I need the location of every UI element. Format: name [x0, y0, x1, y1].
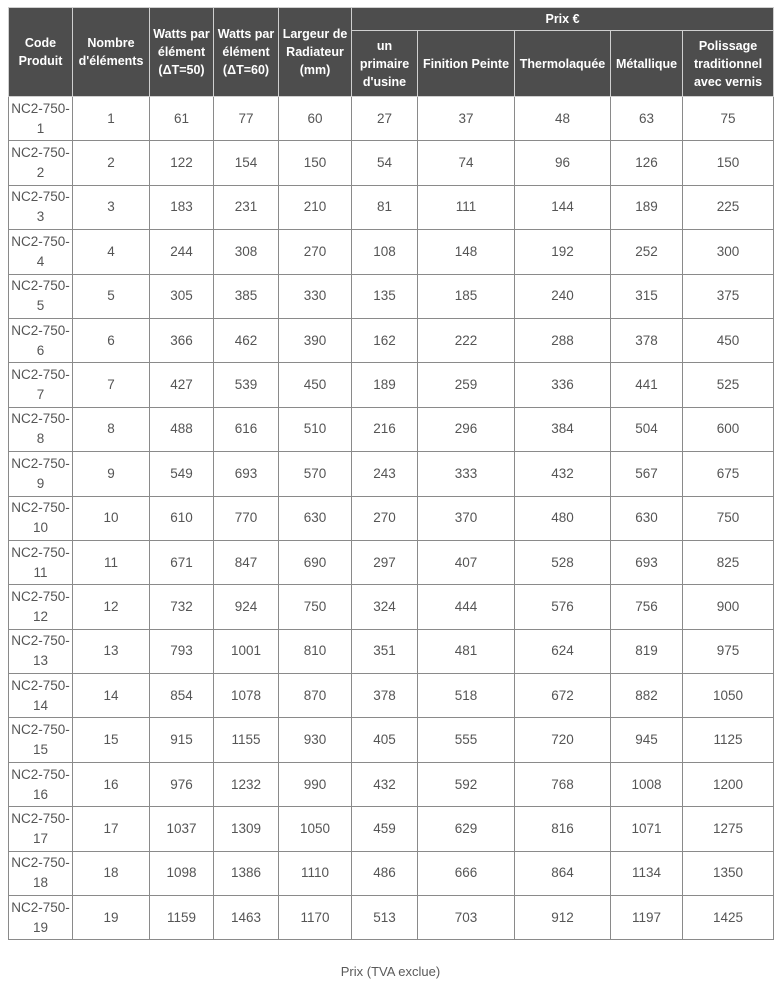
cell-elements: 15 — [73, 718, 150, 762]
cell-largeur: 390 — [279, 318, 352, 362]
cell-watts-dt60: 1232 — [214, 762, 279, 806]
cell-prix-thermo: 432 — [515, 452, 611, 496]
cell-prix-polissage: 900 — [683, 585, 774, 629]
cell-prix-polissage: 300 — [683, 230, 774, 274]
cell-prix-metallique: 1071 — [611, 807, 683, 851]
table-row — [9, 540, 774, 584]
cell-prix-polissage: 750 — [683, 496, 774, 540]
cell-prix-peinte: 407 — [418, 540, 515, 584]
cell-prix-polissage: 450 — [683, 318, 774, 362]
cell-code: NC2-750-17 — [9, 807, 73, 851]
cell-watts-dt50: 732 — [150, 585, 214, 629]
cell-prix-peinte: 666 — [418, 851, 515, 895]
cell-elements: 18 — [73, 851, 150, 895]
cell-watts-dt60: 77 — [214, 97, 279, 141]
cell-prix-metallique: 378 — [611, 318, 683, 362]
table-row — [9, 407, 774, 451]
cell-code: NC2-750-7 — [9, 363, 73, 407]
cell-watts-dt60: 1386 — [214, 851, 279, 895]
cell-largeur: 450 — [279, 363, 352, 407]
cell-prix-primaire: 378 — [352, 674, 418, 718]
cell-elements: 3 — [73, 185, 150, 229]
header-polissage: Polissage traditionnel avec vernis — [683, 31, 774, 97]
cell-prix-peinte: 518 — [418, 674, 515, 718]
header-watts-dt50: Watts par élément (ΔT=50) — [150, 8, 214, 97]
cell-prix-thermo: 48 — [515, 97, 611, 141]
cell-watts-dt60: 1463 — [214, 896, 279, 940]
cell-prix-primaire: 405 — [352, 718, 418, 762]
table-row — [9, 363, 774, 407]
cell-watts-dt50: 427 — [150, 363, 214, 407]
cell-code: NC2-750-5 — [9, 274, 73, 318]
cell-watts-dt60: 385 — [214, 274, 279, 318]
header-largeur: Largeur de Radiateur (mm) — [279, 8, 352, 97]
cell-elements: 9 — [73, 452, 150, 496]
cell-prix-polissage: 1125 — [683, 718, 774, 762]
cell-code: NC2-750-1 — [9, 97, 73, 141]
cell-prix-primaire: 162 — [352, 318, 418, 362]
cell-watts-dt60: 1155 — [214, 718, 279, 762]
cell-watts-dt50: 122 — [150, 141, 214, 185]
cell-prix-thermo: 672 — [515, 674, 611, 718]
cell-prix-thermo: 624 — [515, 629, 611, 673]
cell-largeur: 810 — [279, 629, 352, 673]
cell-largeur: 60 — [279, 97, 352, 141]
cell-watts-dt50: 793 — [150, 629, 214, 673]
cell-largeur: 870 — [279, 674, 352, 718]
cell-watts-dt60: 847 — [214, 540, 279, 584]
cell-prix-polissage: 1425 — [683, 896, 774, 940]
cell-prix-thermo: 96 — [515, 141, 611, 185]
cell-prix-polissage: 675 — [683, 452, 774, 496]
cell-code: NC2-750-6 — [9, 318, 73, 362]
cell-code: NC2-750-19 — [9, 896, 73, 940]
table-header — [9, 8, 774, 97]
cell-largeur: 270 — [279, 230, 352, 274]
cell-prix-peinte: 185 — [418, 274, 515, 318]
cell-prix-polissage: 75 — [683, 97, 774, 141]
cell-prix-peinte: 259 — [418, 363, 515, 407]
cell-largeur: 510 — [279, 407, 352, 451]
cell-prix-metallique: 1134 — [611, 851, 683, 895]
cell-code: NC2-750-4 — [9, 230, 73, 274]
cell-elements: 12 — [73, 585, 150, 629]
cell-prix-primaire: 27 — [352, 97, 418, 141]
cell-elements: 1 — [73, 97, 150, 141]
cell-prix-primaire: 270 — [352, 496, 418, 540]
cell-elements: 4 — [73, 230, 150, 274]
cell-prix-metallique: 1008 — [611, 762, 683, 806]
cell-watts-dt60: 539 — [214, 363, 279, 407]
cell-prix-metallique: 693 — [611, 540, 683, 584]
cell-code: NC2-750-8 — [9, 407, 73, 451]
cell-prix-polissage: 225 — [683, 185, 774, 229]
cell-elements: 19 — [73, 896, 150, 940]
cell-watts-dt50: 1159 — [150, 896, 214, 940]
cell-prix-primaire: 81 — [352, 185, 418, 229]
cell-watts-dt60: 770 — [214, 496, 279, 540]
cell-watts-dt50: 976 — [150, 762, 214, 806]
cell-prix-thermo: 912 — [515, 896, 611, 940]
cell-prix-polissage: 825 — [683, 540, 774, 584]
cell-prix-metallique: 315 — [611, 274, 683, 318]
cell-prix-polissage: 1200 — [683, 762, 774, 806]
cell-prix-primaire: 351 — [352, 629, 418, 673]
cell-watts-dt60: 693 — [214, 452, 279, 496]
cell-prix-primaire: 324 — [352, 585, 418, 629]
cell-prix-primaire: 486 — [352, 851, 418, 895]
cell-prix-primaire: 189 — [352, 363, 418, 407]
cell-watts-dt50: 244 — [150, 230, 214, 274]
cell-prix-polissage: 1275 — [683, 807, 774, 851]
table-body — [9, 97, 774, 940]
cell-watts-dt60: 154 — [214, 141, 279, 185]
cell-elements: 16 — [73, 762, 150, 806]
cell-watts-dt60: 1001 — [214, 629, 279, 673]
cell-prix-metallique: 567 — [611, 452, 683, 496]
cell-elements: 6 — [73, 318, 150, 362]
cell-prix-metallique: 756 — [611, 585, 683, 629]
cell-largeur: 990 — [279, 762, 352, 806]
cell-watts-dt60: 1078 — [214, 674, 279, 718]
cell-prix-polissage: 150 — [683, 141, 774, 185]
cell-prix-thermo: 192 — [515, 230, 611, 274]
cell-prix-polissage: 375 — [683, 274, 774, 318]
cell-elements: 13 — [73, 629, 150, 673]
cell-watts-dt50: 61 — [150, 97, 214, 141]
header-prix-group: Prix € — [352, 8, 774, 31]
cell-largeur: 570 — [279, 452, 352, 496]
cell-prix-primaire: 513 — [352, 896, 418, 940]
table-row — [9, 97, 774, 141]
cell-largeur: 210 — [279, 185, 352, 229]
cell-prix-thermo: 528 — [515, 540, 611, 584]
cell-prix-thermo: 240 — [515, 274, 611, 318]
cell-largeur: 1110 — [279, 851, 352, 895]
table-row — [9, 585, 774, 629]
cell-prix-polissage: 975 — [683, 629, 774, 673]
cell-prix-thermo: 816 — [515, 807, 611, 851]
cell-code: NC2-750-3 — [9, 185, 73, 229]
cell-code: NC2-750-11 — [9, 540, 73, 584]
cell-largeur: 1050 — [279, 807, 352, 851]
cell-watts-dt60: 1309 — [214, 807, 279, 851]
cell-code: NC2-750-14 — [9, 674, 73, 718]
cell-prix-primaire: 297 — [352, 540, 418, 584]
cell-watts-dt50: 183 — [150, 185, 214, 229]
header-code-produit: Code Produit — [9, 8, 73, 97]
cell-elements: 2 — [73, 141, 150, 185]
cell-largeur: 330 — [279, 274, 352, 318]
header-primaire-usine: un primaire d'usine — [352, 31, 418, 97]
table-row — [9, 851, 774, 895]
cell-prix-primaire: 108 — [352, 230, 418, 274]
table-row — [9, 762, 774, 806]
cell-prix-peinte: 555 — [418, 718, 515, 762]
cell-watts-dt50: 671 — [150, 540, 214, 584]
header-watts-dt60: Watts par élément (ΔT=60) — [214, 8, 279, 97]
cell-code: NC2-750-2 — [9, 141, 73, 185]
cell-code: NC2-750-16 — [9, 762, 73, 806]
table-row — [9, 674, 774, 718]
table-caption: Prix (TVA exclue) — [340, 964, 441, 979]
table-row — [9, 141, 774, 185]
cell-code: NC2-750-13 — [9, 629, 73, 673]
cell-elements: 5 — [73, 274, 150, 318]
cell-code: NC2-750-15 — [9, 718, 73, 762]
cell-prix-thermo: 384 — [515, 407, 611, 451]
cell-prix-peinte: 333 — [418, 452, 515, 496]
cell-prix-primaire: 54 — [352, 141, 418, 185]
cell-prix-thermo: 144 — [515, 185, 611, 229]
cell-elements: 8 — [73, 407, 150, 451]
cell-watts-dt50: 549 — [150, 452, 214, 496]
cell-prix-metallique: 1197 — [611, 896, 683, 940]
table-row — [9, 718, 774, 762]
cell-prix-peinte: 37 — [418, 97, 515, 141]
cell-largeur: 750 — [279, 585, 352, 629]
cell-code: NC2-750-9 — [9, 452, 73, 496]
cell-prix-thermo: 864 — [515, 851, 611, 895]
cell-largeur: 150 — [279, 141, 352, 185]
cell-prix-metallique: 189 — [611, 185, 683, 229]
cell-prix-thermo: 480 — [515, 496, 611, 540]
cell-watts-dt50: 1098 — [150, 851, 214, 895]
table-row — [9, 807, 774, 851]
cell-prix-peinte: 444 — [418, 585, 515, 629]
cell-prix-peinte: 296 — [418, 407, 515, 451]
cell-prix-polissage: 600 — [683, 407, 774, 451]
cell-prix-peinte: 148 — [418, 230, 515, 274]
cell-prix-peinte: 370 — [418, 496, 515, 540]
cell-prix-metallique: 819 — [611, 629, 683, 673]
cell-prix-thermo: 336 — [515, 363, 611, 407]
cell-prix-peinte: 111 — [418, 185, 515, 229]
cell-watts-dt50: 488 — [150, 407, 214, 451]
cell-elements: 14 — [73, 674, 150, 718]
cell-prix-thermo: 768 — [515, 762, 611, 806]
cell-prix-thermo: 576 — [515, 585, 611, 629]
cell-prix-peinte: 703 — [418, 896, 515, 940]
table-row — [9, 629, 774, 673]
cell-watts-dt50: 915 — [150, 718, 214, 762]
cell-prix-thermo: 720 — [515, 718, 611, 762]
cell-prix-peinte: 629 — [418, 807, 515, 851]
cell-largeur: 930 — [279, 718, 352, 762]
header-thermolaquee: Thermolaquée — [515, 31, 611, 97]
cell-prix-metallique: 441 — [611, 363, 683, 407]
cell-watts-dt50: 305 — [150, 274, 214, 318]
cell-watts-dt60: 231 — [214, 185, 279, 229]
cell-prix-primaire: 459 — [352, 807, 418, 851]
cell-prix-peinte: 74 — [418, 141, 515, 185]
table-row — [9, 318, 774, 362]
cell-watts-dt50: 610 — [150, 496, 214, 540]
cell-prix-primaire: 243 — [352, 452, 418, 496]
header-metallique: Métallique — [611, 31, 683, 97]
cell-prix-metallique: 630 — [611, 496, 683, 540]
cell-elements: 10 — [73, 496, 150, 540]
cell-watts-dt60: 462 — [214, 318, 279, 362]
cell-prix-metallique: 882 — [611, 674, 683, 718]
cell-watts-dt60: 616 — [214, 407, 279, 451]
table-row — [9, 452, 774, 496]
cell-watts-dt60: 924 — [214, 585, 279, 629]
table-row — [9, 896, 774, 940]
cell-watts-dt50: 366 — [150, 318, 214, 362]
cell-largeur: 630 — [279, 496, 352, 540]
table-row — [9, 230, 774, 274]
price-table-container — [8, 7, 773, 940]
table-row — [9, 274, 774, 318]
cell-prix-polissage: 525 — [683, 363, 774, 407]
cell-prix-polissage: 1050 — [683, 674, 774, 718]
header-finition-peinte: Finition Peinte — [418, 31, 515, 97]
table-row — [9, 496, 774, 540]
cell-prix-metallique: 63 — [611, 97, 683, 141]
cell-prix-thermo: 288 — [515, 318, 611, 362]
cell-largeur: 690 — [279, 540, 352, 584]
table-row — [9, 185, 774, 229]
radiator-price-table — [8, 7, 774, 940]
cell-code: NC2-750-10 — [9, 496, 73, 540]
cell-code: NC2-750-12 — [9, 585, 73, 629]
cell-watts-dt50: 1037 — [150, 807, 214, 851]
cell-prix-polissage: 1350 — [683, 851, 774, 895]
cell-watts-dt60: 308 — [214, 230, 279, 274]
header-nombre-elements: Nombre d'éléments — [73, 8, 150, 97]
cell-elements: 11 — [73, 540, 150, 584]
cell-largeur: 1170 — [279, 896, 352, 940]
cell-prix-metallique: 945 — [611, 718, 683, 762]
cell-prix-primaire: 216 — [352, 407, 418, 451]
cell-prix-metallique: 504 — [611, 407, 683, 451]
cell-prix-primaire: 432 — [352, 762, 418, 806]
cell-prix-peinte: 222 — [418, 318, 515, 362]
cell-prix-metallique: 126 — [611, 141, 683, 185]
cell-code: NC2-750-18 — [9, 851, 73, 895]
cell-elements: 17 — [73, 807, 150, 851]
cell-elements: 7 — [73, 363, 150, 407]
cell-prix-peinte: 481 — [418, 629, 515, 673]
cell-prix-primaire: 135 — [352, 274, 418, 318]
cell-prix-metallique: 252 — [611, 230, 683, 274]
cell-prix-peinte: 592 — [418, 762, 515, 806]
cell-watts-dt50: 854 — [150, 674, 214, 718]
